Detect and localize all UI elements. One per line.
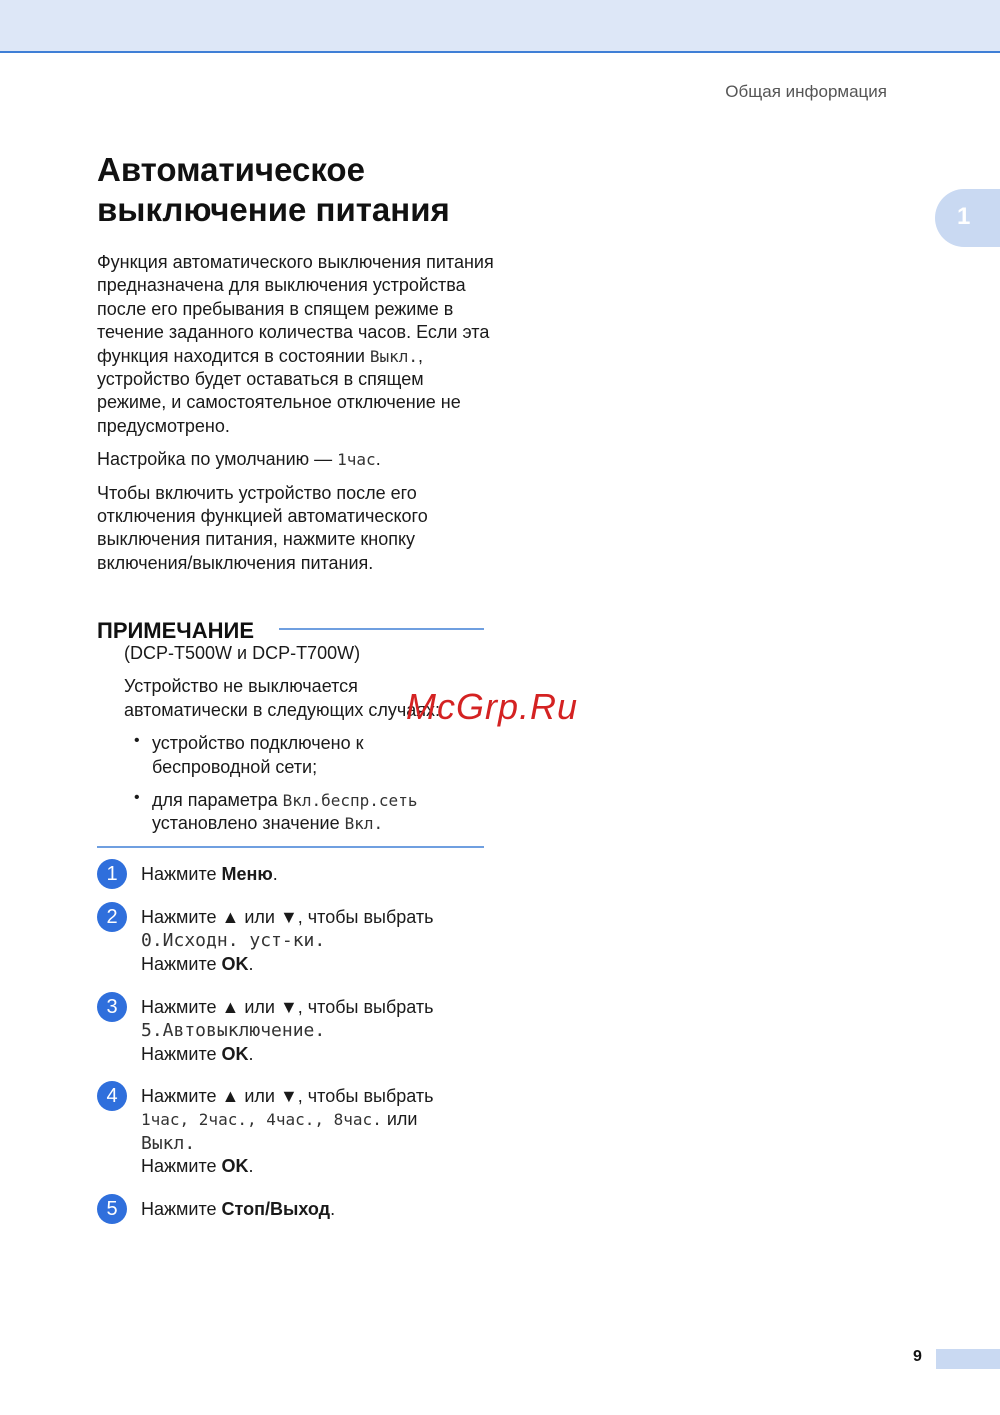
step-text-part: . [248, 1156, 254, 1177]
default-text: Настройка по умолчанию — [97, 449, 338, 470]
setting-off-value: Выкл. [369, 346, 419, 366]
menu-option: 0.Исходн. уст-ки. [141, 930, 326, 952]
setting-on-value: Вкл. [344, 814, 384, 834]
ok-key-label: OK [221, 953, 249, 974]
note-models: (DCP-T500W и DCP-T700W) [124, 643, 361, 663]
step-number: 1 [97, 859, 127, 889]
step-text [141, 1198, 501, 1221]
step-instruction: Нажмите ▲ или ▼, чтобы выбрать [141, 907, 434, 927]
list-item [124, 732, 484, 779]
step-text [141, 1085, 501, 1179]
bullet-mark: • [134, 732, 140, 750]
menu-option: 5.Автовыключение. [141, 1020, 326, 1042]
menu-key-label: Меню [221, 864, 273, 884]
bullet-text-part: для параметра [152, 790, 283, 811]
power-on-paragraph: Чтобы включить устройство после его отключения функцией автоматического выключения питания, нажмите кнопку включения/выключения питания. [97, 482, 428, 573]
step-number: 3 [97, 992, 127, 1022]
default-text-end: . [375, 449, 381, 470]
ok-key-label: OK [221, 1156, 249, 1177]
chapter-tab [935, 189, 1000, 247]
note-title: ПРИМЕЧАНИЕ [97, 618, 255, 643]
step-text-part: . [248, 1043, 254, 1064]
note-divider [279, 628, 484, 630]
ok-key-label: OK [221, 1043, 249, 1064]
watermark: McGrp.Ru [406, 686, 579, 727]
step-instruction: Нажмите ▲ или ▼, чтобы выбрать [141, 997, 434, 1017]
default-value: 1час [337, 450, 376, 470]
intro-paragraph [97, 251, 497, 438]
step-text-part: . [330, 1199, 336, 1219]
step-text-part: Нажмите [141, 1199, 222, 1219]
note-header [97, 618, 484, 644]
intro-text-end: , устройство будет оставаться в спящем режиме, и самостоятельное отключение не предусмотрено. [97, 345, 461, 436]
page-number: 9 [913, 1348, 922, 1365]
step-number: 2 [97, 902, 127, 932]
step-text-part: . [248, 953, 254, 974]
default-setting-paragraph [97, 448, 497, 471]
step-text [141, 906, 501, 976]
step-text [141, 996, 501, 1066]
wireless-setting: Вкл.беспр.сеть [282, 791, 418, 811]
note-body [124, 642, 484, 836]
step-text-part: . [272, 864, 278, 884]
note-bottom-divider [97, 846, 484, 848]
bullet-text: устройство подключено к беспроводной сети; [152, 733, 364, 777]
intro-text: Функция автоматического выключения питания предназначена для выключения устройства после его пребывания в спящем режиме в течение заданного количества часов. Если эта функция находится в состоянии [97, 252, 494, 366]
header-band [0, 0, 1000, 53]
step-text-part: Нажмите [141, 1156, 222, 1177]
step-number: 4 [97, 1081, 127, 1111]
step-text-part: или [381, 1109, 418, 1130]
bullet-text-part: установлено значение [152, 813, 345, 834]
menu-option: 1час, 2час., 4час., 8час. [141, 1110, 382, 1130]
main-content [97, 150, 497, 575]
stop-exit-key-label: Стоп/Выход [221, 1199, 331, 1219]
page-title [97, 150, 497, 230]
step-number: 5 [97, 1194, 127, 1224]
chapter-number: 1 [957, 203, 971, 230]
step-text [141, 863, 501, 886]
bullet-mark: • [134, 789, 140, 807]
step-instruction: Нажмите ▲ или ▼, чтобы выбрать [141, 1086, 434, 1106]
section-title: Общая информация [725, 82, 887, 101]
menu-option: Выкл. [141, 1132, 196, 1154]
step-text-part: Нажмите [141, 953, 222, 974]
list-item [124, 789, 484, 836]
page-title-line2: выключение питания [97, 191, 450, 228]
note-text: Устройство не выключается автоматически в следующих случаях: [124, 676, 441, 720]
step-text-part: Нажмите [141, 864, 222, 884]
step-text-part: Нажмите [141, 1043, 222, 1064]
bullet-text [152, 789, 484, 836]
page-number-bar [936, 1349, 1000, 1369]
page-title-line1: Автоматическое [97, 151, 365, 188]
